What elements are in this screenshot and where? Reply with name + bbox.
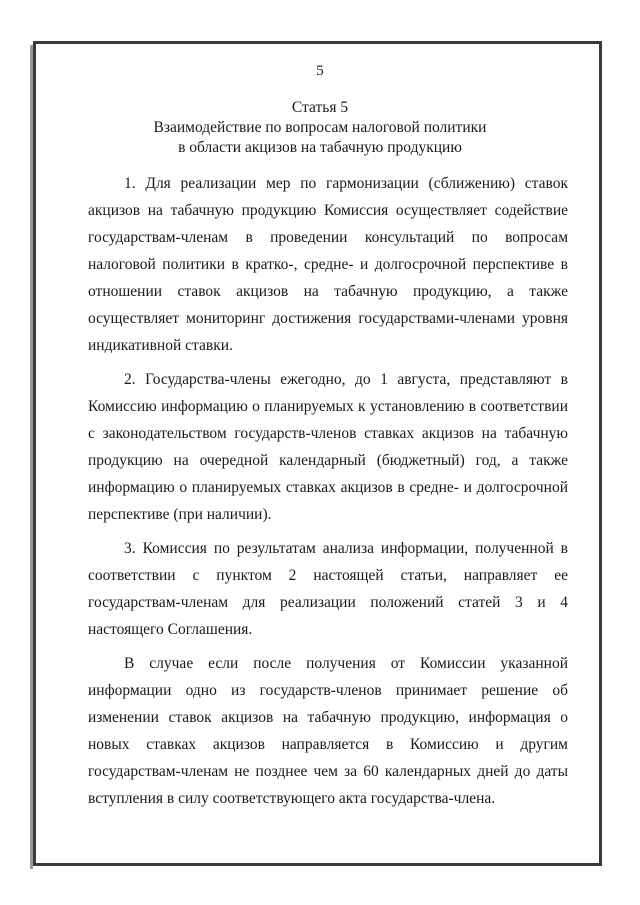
article-title-line-1: Взаимодействие по вопросам налоговой политики: [153, 119, 487, 136]
article-title-line-2: в области акцизов на табачную продукцию: [178, 139, 462, 156]
article-label: Статья 5: [291, 99, 349, 116]
article-heading: [140, 98, 500, 158]
paragraph-2: 2. Государства-члены ежегодно, до 1 августа, представляют в Комиссию информацию о планируемых к установлению в соответствии с законодательством государств-членов ставках акцизов на табачную продукцию на очередной календарный (бюджетный) год, а также информацию о планируемых ставках акцизов в средне- и долгосрочной перспективе (при наличии).: [88, 371, 568, 523]
page-number: 5: [316, 63, 324, 79]
article-body: [88, 170, 568, 819]
paragraph-4: В случае если после получения от Комиссии указанной информации одно из государств-членов принимает решение об изменении ставок акцизов на табачную продукцию, информация о новых ставках акцизов направляется в Комиссию и другим государствам-членам не позднее чем за 60 календарных дней до даты вступления в силу соответствующего акта государства-члена.: [88, 655, 568, 807]
paragraph-3: 3. Комиссия по результатам анализа информации, полученной в соответствии с пунктом 2 настоящей статьи, направляет ее государствам-членам для реализации положений статей 3 и 4 настоящего Соглашения.: [88, 540, 568, 638]
paragraph-1: 1. Для реализации мер по гармонизации (сближению) ставок акцизов на табачную продукцию Комиссия осуществляет содействие государствам-членам в проведении консультаций по вопросам налоговой политики в кратко-, средне- и долгосрочной перспективе в отношении ставок акцизов на табачную продукцию, а также осуществляет мониторинг достижения государствами-членами уровня индикативной ставки.: [88, 175, 568, 354]
